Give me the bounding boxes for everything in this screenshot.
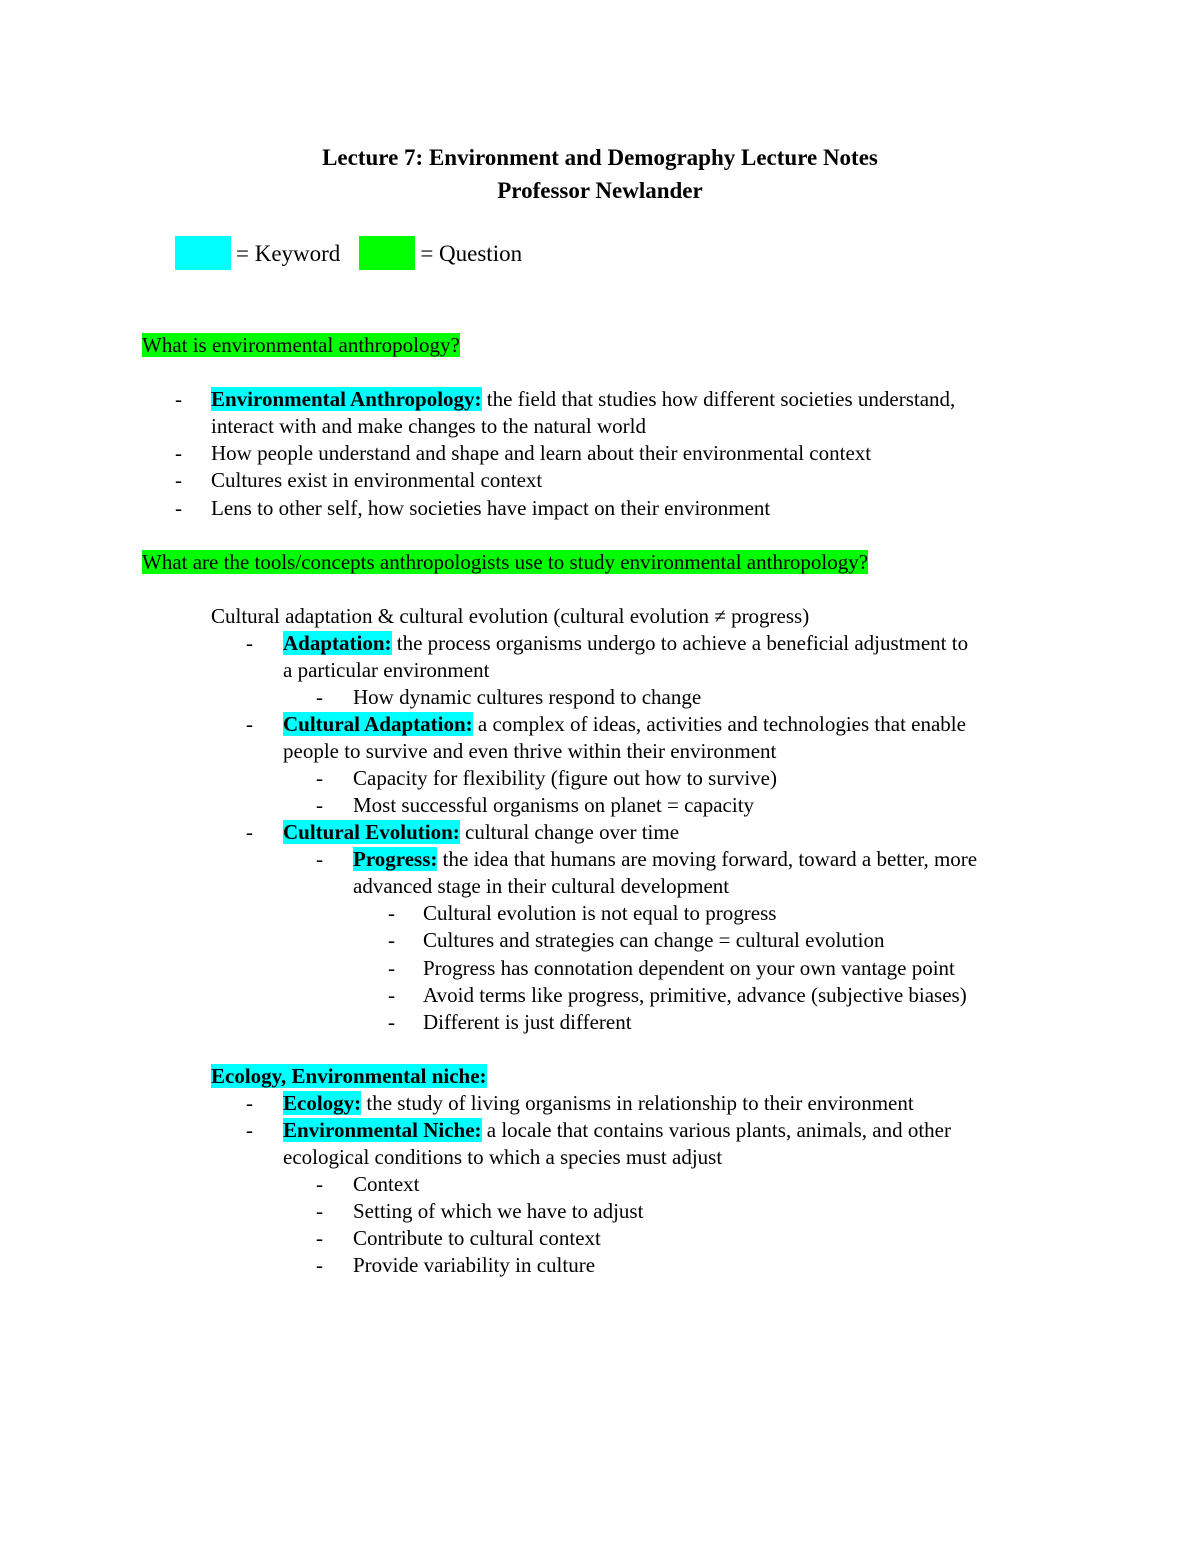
list-item-text: [283, 1090, 914, 1117]
list-item-text: Provide variability in culture: [353, 1253, 596, 1277]
keyword-term: Ecology:: [283, 1091, 362, 1115]
list-item-text: Setting of which we have to adjust: [353, 1199, 644, 1223]
definition-text: the study of living organisms in relationship to their environment: [361, 1091, 914, 1115]
section-question: [142, 332, 460, 359]
question-highlight: What is environmental anthropology?: [142, 333, 460, 357]
list-item-text: Cultural evolution is not equal to progress: [423, 901, 777, 925]
bullet-dash: -: [388, 983, 395, 1007]
keyword-term: Cultural Evolution:: [283, 820, 460, 844]
list-item-continuation: advanced stage in their cultural development: [353, 874, 730, 898]
list-item-text: [283, 711, 966, 738]
list-item-text: Progress has connotation dependent on your own vantage point: [423, 956, 955, 980]
definition-text: cultural change over time: [459, 820, 680, 844]
bullet-dash: -: [246, 712, 253, 736]
keyword-heading: Ecology, Environmental niche:: [211, 1064, 487, 1088]
section-question: [142, 549, 868, 576]
definition-text: a locale that contains various plants, animals, and other: [481, 1118, 951, 1142]
bullet-dash: -: [246, 1091, 253, 1115]
list-item-text: Most successful organisms on planet = capacity: [353, 793, 755, 817]
bullet-dash: -: [316, 1172, 323, 1196]
bullet-dash: -: [246, 631, 253, 655]
bullet-dash: -: [316, 793, 323, 817]
bullet-dash: -: [316, 1226, 323, 1250]
bullet-dash: -: [175, 387, 182, 411]
bullet-dash: -: [316, 685, 323, 709]
list-item-text: How dynamic cultures respond to change: [353, 685, 702, 709]
page-subtitle: Professor Newlander: [497, 178, 703, 203]
keyword-term: Environmental Anthropology:: [211, 387, 482, 411]
list-item-continuation: interact with and make changes to the natural world: [211, 414, 647, 438]
list-item-text: Avoid terms like progress, primitive, advance (subjective biases): [423, 983, 967, 1007]
list-item-text: [211, 386, 955, 413]
definition-text: the idea that humans are moving forward, toward a better, more: [437, 847, 978, 871]
section-heading: [211, 1063, 487, 1090]
list-item-text: Different is just different: [423, 1010, 632, 1034]
list-item-continuation: a particular environment: [283, 658, 490, 682]
keyword-term: Adaptation:: [283, 631, 392, 655]
keyword-legend-label: = Keyword: [236, 240, 341, 266]
question-color-swatch: [359, 236, 415, 270]
list-item-text: [283, 819, 679, 846]
bullet-dash: -: [316, 847, 323, 871]
bullet-dash: -: [388, 901, 395, 925]
keyword-term: Progress:: [353, 847, 438, 871]
page-title: Lecture 7: Environment and Demography Lecture Notes: [322, 145, 878, 170]
bullet-dash: -: [388, 956, 395, 980]
bullet-dash: -: [388, 1010, 395, 1034]
list-item-text: Contribute to cultural context: [353, 1226, 601, 1250]
bullet-dash: -: [316, 1199, 323, 1223]
definition-text: a complex of ideas, activities and technologies that enable: [472, 712, 966, 736]
list-item-text: Cultures and strategies can change = cultural evolution: [423, 928, 885, 952]
bullet-dash: -: [246, 820, 253, 844]
bullet-dash: -: [388, 928, 395, 952]
list-item-text: [283, 1117, 951, 1144]
list-item-continuation: ecological conditions to which a species must adjust: [283, 1145, 723, 1169]
bullet-dash: -: [175, 496, 182, 520]
list-item-text: [353, 846, 977, 873]
highlight-legend: [175, 236, 522, 270]
definition-text: the process organisms undergo to achieve a beneficial adjustment to: [391, 631, 969, 655]
keyword-term: Cultural Adaptation:: [283, 712, 473, 736]
bullet-dash: -: [246, 1118, 253, 1142]
keyword-color-swatch: [175, 236, 231, 270]
section-intro: Cultural adaptation & cultural evolution (cultural evolution ≠ progress): [211, 604, 810, 628]
question-highlight: What are the tools/concepts anthropologists use to study environmental anthropology?: [142, 550, 869, 574]
bullet-dash: -: [316, 1253, 323, 1277]
bullet-dash: -: [175, 441, 182, 465]
list-item-text: Lens to other self, how societies have impact on their environment: [211, 496, 771, 520]
list-item-continuation: people to survive and even thrive within their environment: [283, 739, 777, 763]
list-item-text: How people understand and shape and learn about their environmental context: [211, 441, 872, 465]
bullet-dash: -: [316, 766, 323, 790]
keyword-term: Environmental Niche:: [283, 1118, 482, 1142]
question-legend-label: = Question: [420, 240, 523, 266]
list-item-text: Context: [353, 1172, 420, 1196]
bullet-dash: -: [175, 468, 182, 492]
list-item-text: Cultures exist in environmental context: [211, 468, 543, 492]
list-item-text: Capacity for flexibility (figure out how to survive): [353, 766, 777, 790]
list-item-text: [283, 630, 968, 657]
definition-text: the field that studies how different societies understand,: [481, 387, 956, 411]
